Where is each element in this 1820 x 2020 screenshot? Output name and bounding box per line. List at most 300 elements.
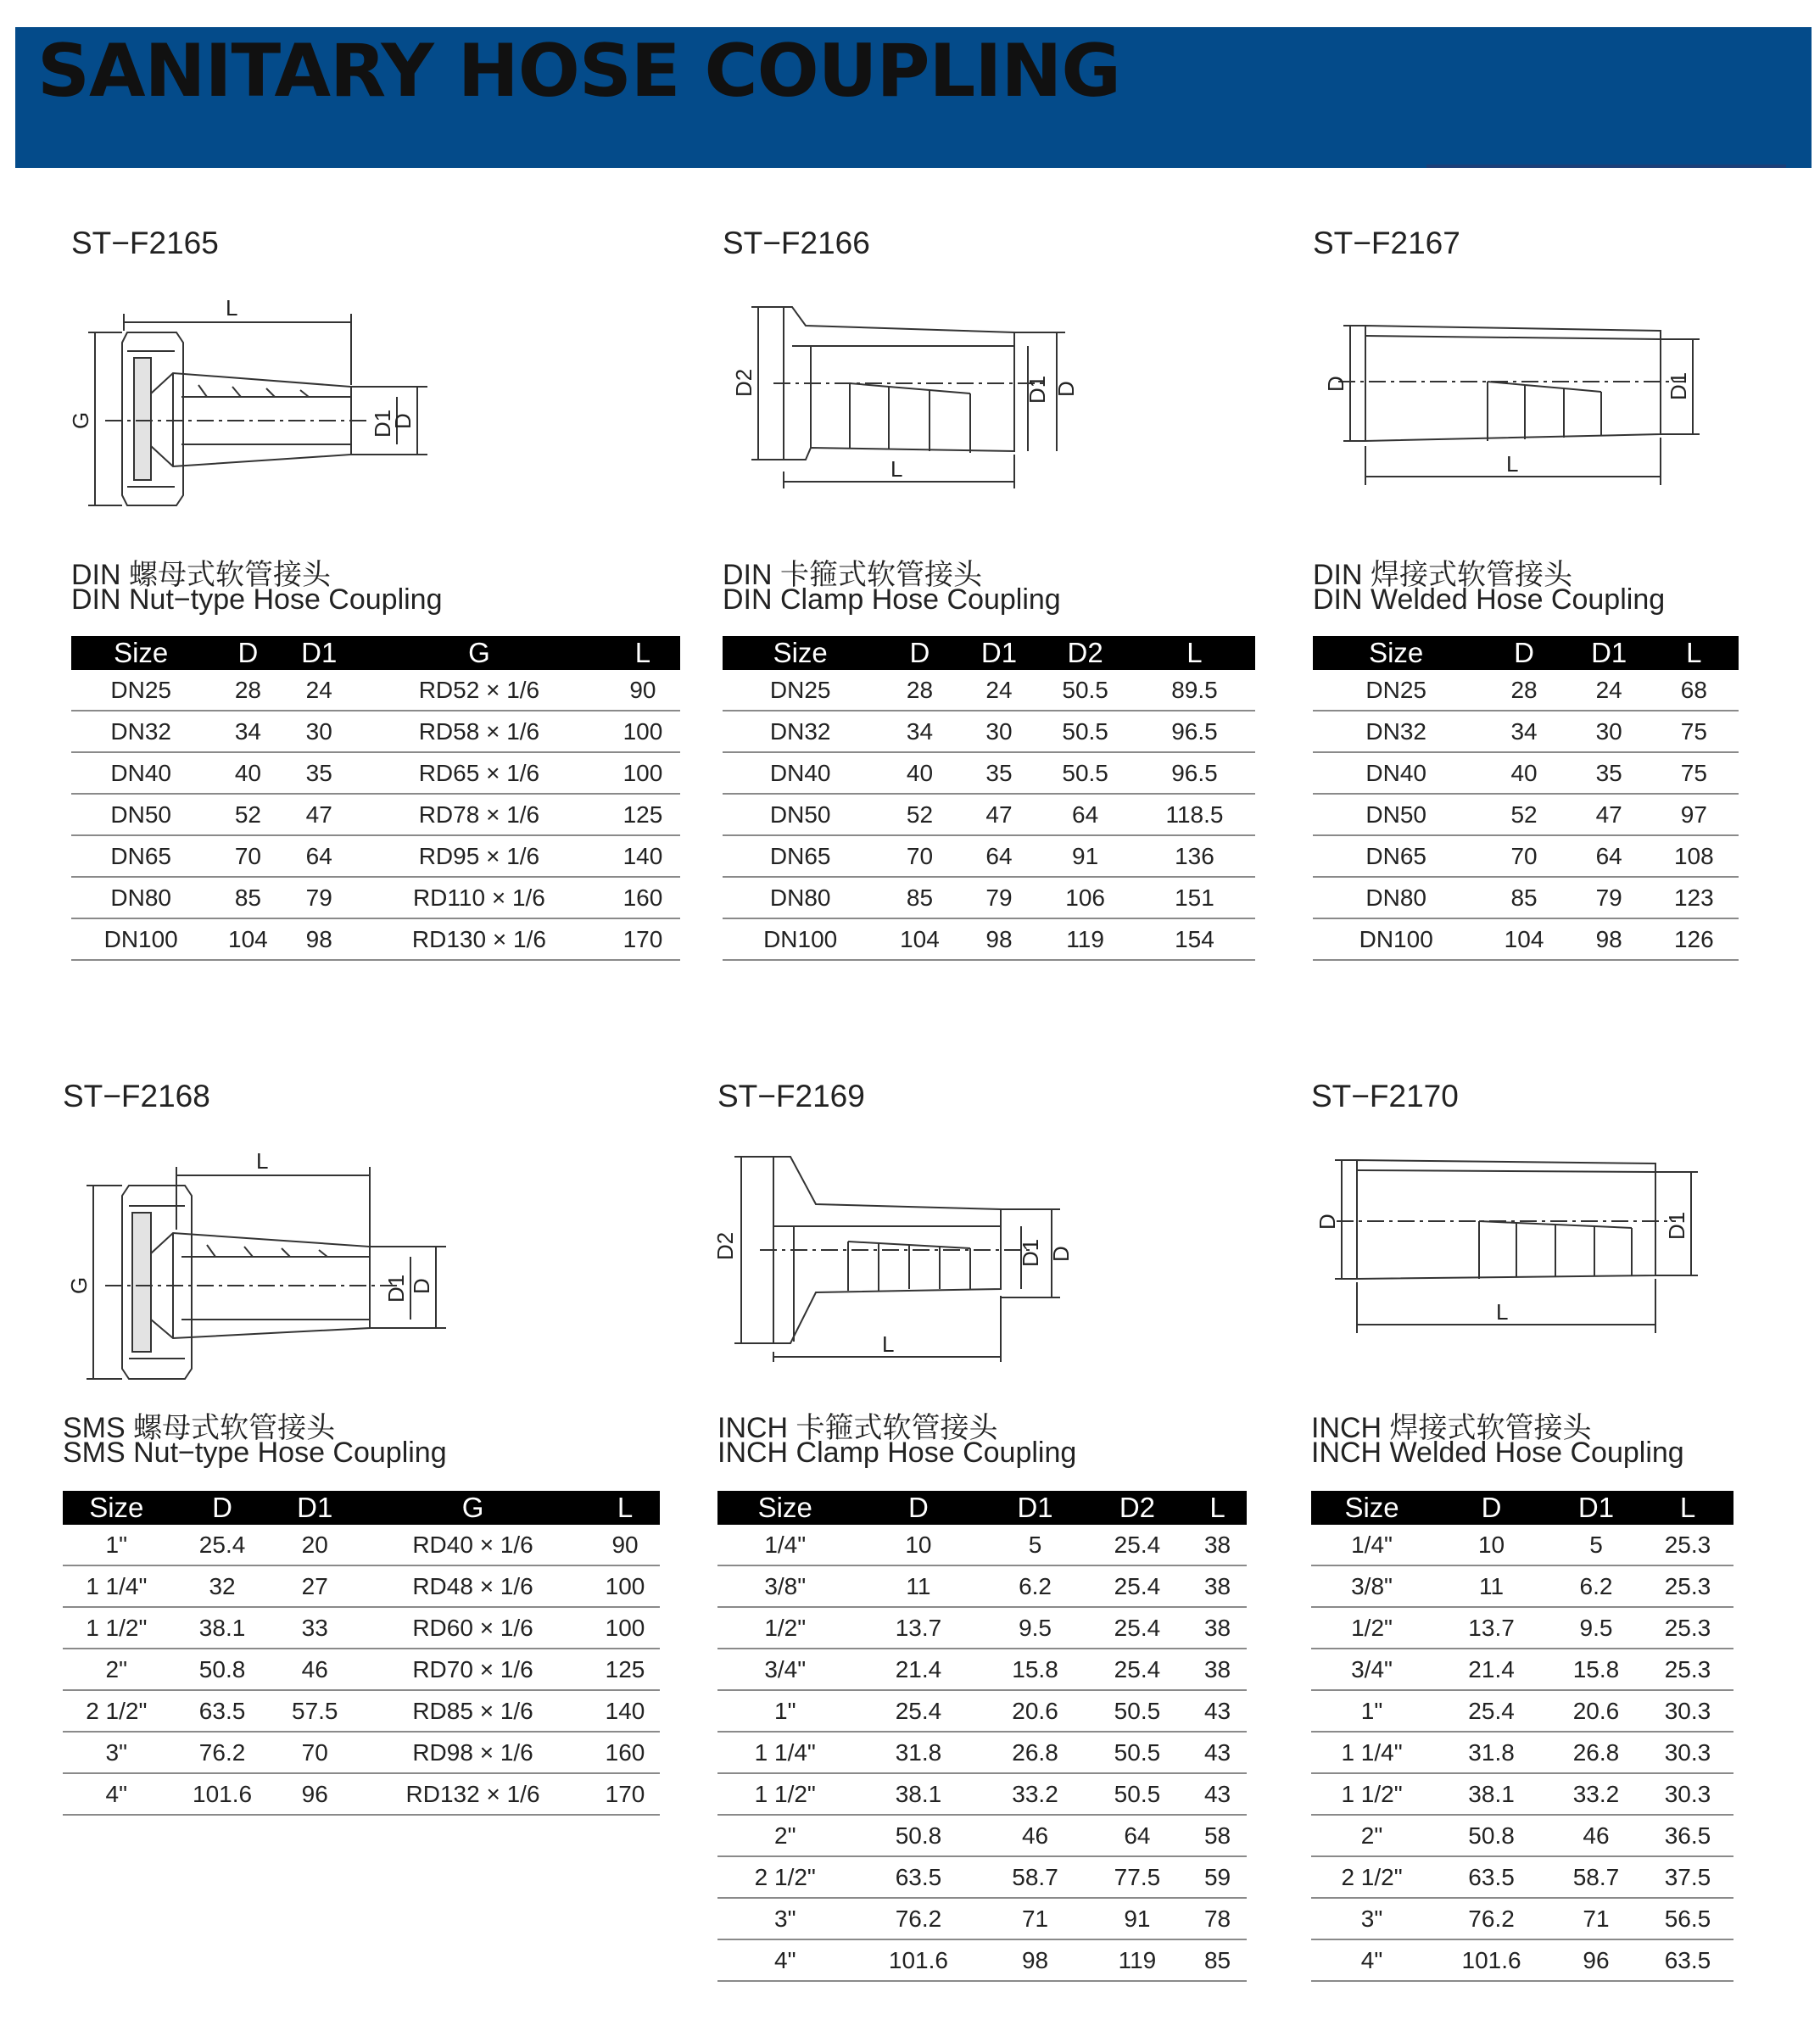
table-row [717, 1939, 1247, 1981]
product-code: ST−F2169 [717, 1079, 865, 1113]
table-cell-d2: 91 [1036, 835, 1134, 877]
table-cell-d1: 71 [984, 1898, 1086, 1939]
table-cell-size: DN65 [1313, 835, 1479, 877]
table-row [723, 794, 1255, 835]
table-row [1311, 1565, 1733, 1607]
table-cell-d: 50.8 [1432, 1815, 1550, 1856]
table-cell-d1: 30 [285, 711, 353, 752]
dim-label-l: L [226, 295, 238, 321]
table-cell-d: 104 [210, 918, 285, 960]
table-cell-d: 76.2 [1432, 1898, 1550, 1939]
column-header-d: D [878, 636, 961, 670]
table-cell-d: 85 [210, 877, 285, 918]
table-cell-d2: 64 [1086, 1815, 1188, 1856]
table-cell-l: 125 [606, 794, 680, 835]
table-cell-size: DN40 [723, 752, 878, 794]
table-cell-d: 28 [1479, 670, 1568, 711]
table-cell-d2: 25.4 [1086, 1607, 1188, 1649]
table-cell-d: 70 [210, 835, 285, 877]
table-cell-d2: 50.5 [1086, 1690, 1188, 1732]
table-cell-d1: 46 [1550, 1815, 1642, 1856]
table-cell-l: 100 [606, 711, 680, 752]
column-header-l: L [606, 636, 680, 670]
table-cell-d: 31.8 [1432, 1732, 1550, 1773]
dim-label-d: D [1323, 376, 1348, 392]
dim-label-d: D [409, 1278, 434, 1294]
table-cell-d: 40 [878, 752, 961, 794]
table-cell-d: 11 [1432, 1565, 1550, 1607]
table-row [71, 835, 680, 877]
table-cell-size: 4" [63, 1773, 170, 1815]
table-header-row [717, 1491, 1247, 1525]
dim-label-l: L [890, 456, 903, 482]
table-cell-size: 1/4" [1311, 1525, 1432, 1565]
table-row [1311, 1690, 1733, 1732]
drawing-welded-coupling [1311, 1155, 1701, 1342]
table-cell-l: 160 [590, 1732, 660, 1773]
table-row [1311, 1732, 1733, 1773]
table-cell-d1: 58.7 [1550, 1856, 1642, 1898]
table-cell-d2: 64 [1036, 794, 1134, 835]
product-name-cn: SMS 螺母式软管接头 [63, 1412, 336, 1444]
table-cell-d1: 47 [962, 794, 1037, 835]
table-cell-g: RD130 × 1/6 [353, 918, 606, 960]
column-header-size: Size [71, 636, 210, 670]
table-cell-size: 1 1/4" [1311, 1732, 1432, 1773]
table-cell-d: 38.1 [170, 1607, 275, 1649]
table-row [1311, 1773, 1733, 1815]
product-code: ST−F2167 [1313, 226, 1460, 260]
table-cell-size: 2 1/2" [63, 1690, 170, 1732]
product-name-en: INCH Clamp Hose Coupling [717, 1437, 1077, 1469]
table-cell-d2: 50.5 [1086, 1773, 1188, 1815]
table-header-row [71, 636, 680, 670]
table-cell-g: RD60 × 1/6 [355, 1607, 590, 1649]
table-cell-l: 140 [590, 1690, 660, 1732]
table-cell-size: DN50 [1313, 794, 1479, 835]
table-cell-size: 1" [717, 1690, 853, 1732]
table-cell-size: DN80 [1313, 877, 1479, 918]
table-cell-d: 63.5 [170, 1690, 275, 1732]
table-cell-g: RD58 × 1/6 [353, 711, 606, 752]
product-name-en: INCH Welded Hose Coupling [1311, 1437, 1684, 1469]
table-cell-d1: 26.8 [1550, 1732, 1642, 1773]
product-code: ST−F2168 [63, 1079, 210, 1113]
table-cell-size: 2" [717, 1815, 853, 1856]
table-row [717, 1607, 1247, 1649]
spec-table [723, 636, 1255, 961]
table-cell-size: DN32 [723, 711, 878, 752]
table-row [1311, 1525, 1733, 1565]
table-cell-d: 34 [1479, 711, 1568, 752]
table-cell-d: 63.5 [1432, 1856, 1550, 1898]
table-row [1311, 1939, 1733, 1981]
column-header-g: G [353, 636, 606, 670]
table-cell-size: DN100 [1313, 918, 1479, 960]
column-header-d1: D1 [285, 636, 353, 670]
table-cell-size: 1 1/4" [717, 1732, 853, 1773]
table-cell-d: 21.4 [853, 1649, 985, 1690]
table-cell-l: 25.3 [1642, 1525, 1733, 1565]
table-row [1311, 1607, 1733, 1649]
table-cell-size: DN65 [723, 835, 878, 877]
table-row [1313, 711, 1739, 752]
page-title: SANITARY HOSE COUPLING [37, 29, 1120, 114]
table-cell-size: DN40 [1313, 752, 1479, 794]
table-cell-d: 28 [878, 670, 961, 711]
table-cell-g: RD132 × 1/6 [355, 1773, 590, 1815]
table-cell-g: RD85 × 1/6 [355, 1690, 590, 1732]
table-cell-l: 170 [590, 1773, 660, 1815]
table-cell-d: 25.4 [1432, 1690, 1550, 1732]
table-row [1313, 835, 1739, 877]
table-row [1313, 918, 1739, 960]
table-cell-size: DN100 [723, 918, 878, 960]
table-cell-d1: 98 [984, 1939, 1086, 1981]
table-cell-l: 90 [606, 670, 680, 711]
table-row [1313, 877, 1739, 918]
dim-label-g: G [68, 411, 93, 429]
table-cell-size: 2" [63, 1649, 170, 1690]
table-cell-d1: 24 [1569, 670, 1650, 711]
column-header-d2: D2 [1086, 1491, 1188, 1525]
table-cell-l: 85 [1188, 1939, 1247, 1981]
column-header-d: D [1432, 1491, 1550, 1525]
banner-accent-line [1426, 165, 1786, 168]
table-cell-size: 1 1/2" [63, 1607, 170, 1649]
table-cell-l: 160 [606, 877, 680, 918]
table-cell-size: 1" [63, 1525, 170, 1565]
product-name-en: DIN Nut−type Hose Coupling [71, 583, 443, 616]
table-row [71, 918, 680, 960]
table-cell-l: 170 [606, 918, 680, 960]
table-cell-d: 40 [210, 752, 285, 794]
table-cell-d1: 79 [1569, 877, 1650, 918]
table-cell-d: 101.6 [1432, 1939, 1550, 1981]
table-cell-d: 38.1 [1432, 1773, 1550, 1815]
table-cell-d1: 20.6 [984, 1690, 1086, 1732]
table-cell-d: 10 [1432, 1525, 1550, 1565]
table-cell-g: RD98 × 1/6 [355, 1732, 590, 1773]
table-cell-size: DN32 [71, 711, 210, 752]
table-cell-g: RD70 × 1/6 [355, 1649, 590, 1690]
table-row [1311, 1649, 1733, 1690]
table-cell-size: 1" [1311, 1690, 1432, 1732]
table-row [63, 1732, 660, 1773]
table-body [717, 1525, 1247, 1981]
table-cell-d1: 5 [1550, 1525, 1642, 1565]
table-cell-d1: 30 [962, 711, 1037, 752]
table-cell-l: 25.3 [1642, 1607, 1733, 1649]
table-cell-d1: 20 [274, 1525, 355, 1565]
product-code: ST−F2165 [71, 226, 219, 260]
table-row [1311, 1856, 1733, 1898]
table-body [1313, 670, 1739, 960]
dim-label-d: D [390, 413, 416, 429]
table-cell-size: DN80 [723, 877, 878, 918]
spec-table [1313, 636, 1739, 961]
table-cell-d1: 57.5 [274, 1690, 355, 1732]
table-cell-size: 3" [717, 1898, 853, 1939]
table-cell-d1: 79 [285, 877, 353, 918]
spec-table [717, 1491, 1247, 1982]
table-cell-size: DN25 [723, 670, 878, 711]
table-cell-d: 11 [853, 1565, 985, 1607]
table-cell-d1: 96 [1550, 1939, 1642, 1981]
table-cell-d2: 119 [1086, 1939, 1188, 1981]
table-cell-d: 34 [878, 711, 961, 752]
table-cell-l: 151 [1134, 877, 1255, 918]
table-cell-size: DN25 [1313, 670, 1479, 711]
table-row [63, 1649, 660, 1690]
table-cell-l: 58 [1188, 1815, 1247, 1856]
table-row [71, 752, 680, 794]
table-cell-size: DN80 [71, 877, 210, 918]
table-cell-l: 97 [1650, 794, 1739, 835]
table-cell-d2: 77.5 [1086, 1856, 1188, 1898]
table-row [717, 1732, 1247, 1773]
dim-label-d1: D1 [383, 1274, 409, 1303]
table-cell-size: 2" [1311, 1815, 1432, 1856]
table-cell-d: 52 [1479, 794, 1568, 835]
product-name-cn: DIN 焊接式软管接头 [1313, 559, 1572, 591]
product-name-en: SMS Nut−type Hose Coupling [63, 1437, 447, 1469]
column-header-d: D [210, 636, 285, 670]
column-header-d: D [1479, 636, 1568, 670]
table-cell-g: RD52 × 1/6 [353, 670, 606, 711]
table-cell-size: 3/8" [1311, 1565, 1432, 1607]
table-cell-d1: 20.6 [1550, 1690, 1642, 1732]
table-cell-d: 32 [170, 1565, 275, 1607]
table-cell-l: 140 [606, 835, 680, 877]
column-header-g: G [355, 1491, 590, 1525]
table-cell-l: 108 [1650, 835, 1739, 877]
table-row [1313, 752, 1739, 794]
dim-label-d: D [1053, 381, 1079, 397]
dim-label-l: L [256, 1148, 269, 1174]
table-row [71, 670, 680, 711]
column-header-size: Size [717, 1491, 853, 1525]
column-header-l: L [1188, 1491, 1247, 1525]
table-body [71, 670, 680, 960]
table-cell-d: 52 [210, 794, 285, 835]
table-cell-l: 25.3 [1642, 1565, 1733, 1607]
table-cell-l: 56.5 [1642, 1898, 1733, 1939]
table-cell-d1: 98 [1569, 918, 1650, 960]
dim-label-d1: D1 [1024, 375, 1050, 404]
table-cell-d1: 46 [984, 1815, 1086, 1856]
table-cell-d2: 91 [1086, 1898, 1188, 1939]
column-header-d1: D1 [274, 1491, 355, 1525]
table-cell-l: 100 [590, 1565, 660, 1607]
table-cell-d: 52 [878, 794, 961, 835]
spec-table [1311, 1491, 1733, 1982]
table-row [723, 835, 1255, 877]
table-cell-d1: 35 [962, 752, 1037, 794]
table-cell-d1: 98 [962, 918, 1037, 960]
dim-label-l: L [882, 1331, 895, 1357]
table-cell-d1: 35 [1569, 752, 1650, 794]
table-cell-d2: 50.5 [1036, 670, 1134, 711]
table-cell-size: 3/8" [717, 1565, 853, 1607]
table-cell-d1: 33.2 [984, 1773, 1086, 1815]
table-cell-d1: 33.2 [1550, 1773, 1642, 1815]
table-cell-size: 1 1/4" [63, 1565, 170, 1607]
dim-label-d1: D1 [1018, 1238, 1043, 1267]
table-cell-d2: 25.4 [1086, 1565, 1188, 1607]
table-body [1311, 1525, 1733, 1981]
table-cell-d: 25.4 [170, 1525, 275, 1565]
table-row [717, 1856, 1247, 1898]
table-row [63, 1773, 660, 1815]
table-cell-d: 25.4 [853, 1690, 985, 1732]
table-cell-d1: 15.8 [984, 1649, 1086, 1690]
table-cell-d: 50.8 [170, 1649, 275, 1690]
table-cell-d: 70 [1479, 835, 1568, 877]
column-header-d1: D1 [1550, 1491, 1642, 1525]
table-cell-d: 104 [1479, 918, 1568, 960]
dim-label-l: L [1506, 451, 1519, 477]
column-header-d1: D1 [1569, 636, 1650, 670]
table-row [71, 711, 680, 752]
table-cell-d1: 5 [984, 1525, 1086, 1565]
dim-label-d2: D2 [712, 1231, 738, 1260]
table-cell-g: RD110 × 1/6 [353, 877, 606, 918]
table-cell-d1: 47 [285, 794, 353, 835]
table-cell-d1: 24 [962, 670, 1037, 711]
column-header-d2: D2 [1036, 636, 1134, 670]
table-cell-l: 154 [1134, 918, 1255, 960]
dim-label-d: D [1315, 1214, 1340, 1230]
column-header-size: Size [723, 636, 878, 670]
table-cell-g: RD95 × 1/6 [353, 835, 606, 877]
table-cell-l: 118.5 [1134, 794, 1255, 835]
table-cell-d1: 9.5 [1550, 1607, 1642, 1649]
table-cell-l: 125 [590, 1649, 660, 1690]
product-code: ST−F2166 [723, 226, 870, 260]
table-row [71, 794, 680, 835]
table-row [63, 1607, 660, 1649]
table-cell-d: 38.1 [853, 1773, 985, 1815]
table-cell-d1: 24 [285, 670, 353, 711]
column-header-d1: D1 [984, 1491, 1086, 1525]
table-cell-size: DN50 [71, 794, 210, 835]
table-cell-d1: 33 [274, 1607, 355, 1649]
table-cell-size: 1 1/2" [1311, 1773, 1432, 1815]
table-cell-l: 100 [606, 752, 680, 794]
table-cell-d1: 26.8 [984, 1732, 1086, 1773]
table-row [717, 1690, 1247, 1732]
table-cell-d: 76.2 [170, 1732, 275, 1773]
table-cell-l: 30.3 [1642, 1732, 1733, 1773]
product-name-en: DIN Clamp Hose Coupling [723, 583, 1061, 616]
product-name-en: DIN Welded Hose Coupling [1313, 583, 1666, 616]
table-cell-g: RD40 × 1/6 [355, 1525, 590, 1565]
table-row [63, 1690, 660, 1732]
table-cell-l: 126 [1650, 918, 1739, 960]
table-row [717, 1773, 1247, 1815]
table-body [723, 670, 1255, 960]
table-cell-d1: 27 [274, 1565, 355, 1607]
table-cell-d: 70 [878, 835, 961, 877]
table-header-row [1311, 1491, 1733, 1525]
table-cell-d2: 106 [1036, 877, 1134, 918]
dim-label-d1: D1 [1666, 371, 1691, 400]
table-cell-d: 31.8 [853, 1732, 985, 1773]
table-cell-l: 100 [590, 1607, 660, 1649]
table-cell-g: RD65 × 1/6 [353, 752, 606, 794]
table-cell-d1: 70 [274, 1732, 355, 1773]
table-cell-l: 37.5 [1642, 1856, 1733, 1898]
table-cell-d1: 6.2 [984, 1565, 1086, 1607]
table-cell-d: 50.8 [853, 1815, 985, 1856]
dim-label-d: D [1048, 1246, 1074, 1262]
table-cell-l: 123 [1650, 877, 1739, 918]
column-header-d: D [853, 1491, 985, 1525]
table-cell-d1: 6.2 [1550, 1565, 1642, 1607]
product-code: ST−F2170 [1311, 1079, 1459, 1113]
table-cell-d1: 46 [274, 1649, 355, 1690]
table-cell-l: 36.5 [1642, 1815, 1733, 1856]
table-cell-size: DN65 [71, 835, 210, 877]
dim-label-d1: D1 [370, 409, 395, 438]
table-row [1313, 670, 1739, 711]
table-cell-l: 30.3 [1642, 1690, 1733, 1732]
table-row [1313, 794, 1739, 835]
table-cell-l: 96.5 [1134, 711, 1255, 752]
table-cell-d1: 30 [1569, 711, 1650, 752]
product-name-cn: INCH 焊接式软管接头 [1311, 1412, 1592, 1444]
table-cell-size: 4" [1311, 1939, 1432, 1981]
table-row [717, 1898, 1247, 1939]
table-body [63, 1525, 660, 1815]
table-header-row [1313, 636, 1739, 670]
column-header-size: Size [1311, 1491, 1432, 1525]
drawing-welded-coupling [1313, 319, 1703, 488]
table-cell-size: 3/4" [1311, 1649, 1432, 1690]
table-cell-size: 3/4" [717, 1649, 853, 1690]
table-row [1311, 1898, 1733, 1939]
table-row [717, 1815, 1247, 1856]
table-cell-d2: 50.5 [1036, 711, 1134, 752]
table-cell-l: 38 [1188, 1607, 1247, 1649]
table-cell-l: 78 [1188, 1898, 1247, 1939]
table-cell-d: 13.7 [1432, 1607, 1550, 1649]
column-header-l: L [1134, 636, 1255, 670]
table-cell-l: 63.5 [1642, 1939, 1733, 1981]
table-cell-d1: 15.8 [1550, 1649, 1642, 1690]
table-cell-d: 28 [210, 670, 285, 711]
table-row [723, 918, 1255, 960]
dim-label-d1: D1 [1664, 1211, 1689, 1240]
table-cell-d1: 98 [285, 918, 353, 960]
table-cell-d1: 79 [962, 877, 1037, 918]
table-cell-l: 59 [1188, 1856, 1247, 1898]
column-header-l: L [590, 1491, 660, 1525]
table-row [723, 670, 1255, 711]
table-cell-l: 38 [1188, 1525, 1247, 1565]
table-row [717, 1649, 1247, 1690]
table-cell-d1: 64 [962, 835, 1037, 877]
table-header-row [63, 1491, 660, 1525]
table-cell-d2: 50.5 [1086, 1732, 1188, 1773]
table-cell-l: 89.5 [1134, 670, 1255, 711]
table-row [723, 752, 1255, 794]
spec-table [71, 636, 680, 961]
table-cell-g: RD78 × 1/6 [353, 794, 606, 835]
table-row [723, 877, 1255, 918]
table-row [71, 877, 680, 918]
